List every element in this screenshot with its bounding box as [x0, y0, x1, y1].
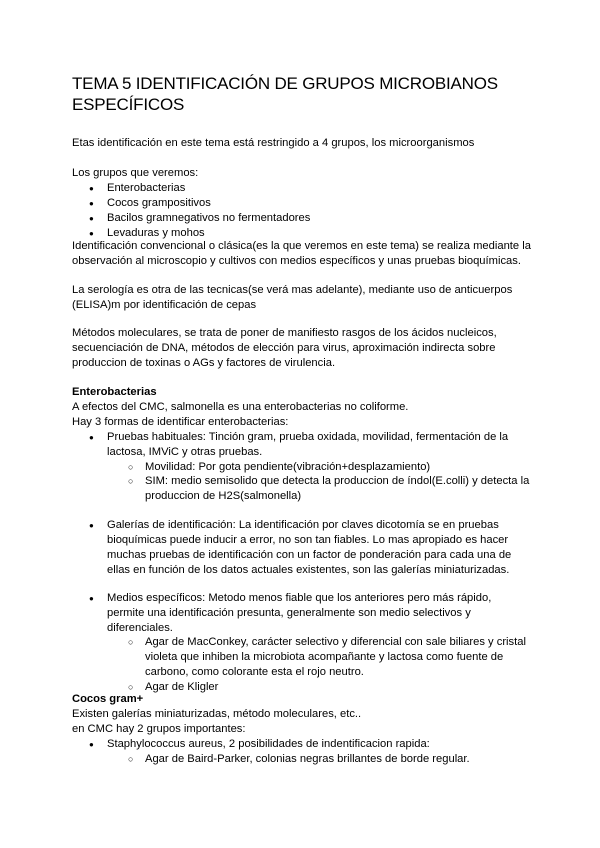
groups-heading: Los grupos que veremos: — [72, 167, 199, 179]
conventional-line: Identificación convencional o clásica(es la que veremos en este tema) se realiza mediante la — [72, 240, 531, 252]
molecular-line: Métodos moleculares, se trata de poner de manifiesto rasgos de los ácidos nucleicos, — [72, 327, 497, 339]
entero-bullet-medios: ● Medios específicos: Metodo menos fiable que los anteriores pero más rápido, — [107, 591, 491, 606]
section-heading-enterobacterias: Enterobacterias — [72, 386, 157, 398]
entero-sub-macconkey-cont: violeta que inhiben la microbiota acompañante y lactosa como fuente de — [145, 651, 504, 663]
entero-bullet-medios-cont: permite una identificación presunta, generalmente son medio selectivos y — [107, 607, 471, 619]
entero-sub-sim-cont: produccion de H2S(salmonella) — [145, 490, 302, 502]
entero-bullet-galerias-cont: bioquímicas puede inducir a error, no son tan fiables. Lo mas apropiado es hacer — [107, 534, 509, 546]
entero-line: A efectos del CMC, salmonella es una enterobacterias no coliforme. — [72, 401, 409, 413]
serology-line: (ELISA)m por identificación de cepas — [72, 299, 257, 311]
group-item: ● Bacilos gramnegativos no fermentadores — [107, 211, 310, 226]
entero-sub-kligler: ○ Agar de Kligler — [145, 680, 218, 695]
cocos-line: en CMC hay 2 grupos importantes: — [72, 723, 246, 735]
group-item: ● Levaduras y mohos — [107, 226, 205, 241]
entero-bullet-galerias-cont: muchas pruebas de identificación con un factor de ponderación para cada una de — [107, 549, 512, 561]
entero-sub-movilidad: ○ Movilidad: Por gota pendiente(vibración+desplazamiento) — [145, 460, 430, 475]
cocos-bullet-staphylococcus: ● Staphylococcus aureus, 2 posibilidades de indentificacion rapida: — [107, 737, 430, 752]
entero-bullet-pruebas: ● Pruebas habituales: Tinción gram, prueba oxidada, movilidad, fermentación de la — [107, 430, 508, 445]
page-title: TEMA 5 IDENTIFICACIÓN DE GRUPOS MICROBIANOS ESPECÍFICOS — [72, 74, 498, 114]
group-item: ● Cocos grampositivos — [107, 196, 211, 211]
entero-sub-macconkey-cont: carbono, como colorante esta el rojo neutro. — [145, 666, 364, 678]
entero-bullet-galerias-cont: ellas en función de los datos actuales existentes, son las galerías miniaturizadas. — [107, 564, 510, 576]
entero-sub-sim: ○ SIM: medio semisolido que detecta la produccion de índol(E.colli) y detecta la — [145, 474, 529, 489]
molecular-line: secuenciación de DNA, métodos de elección para virus, aproximación indirecta sobre — [72, 342, 496, 354]
molecular-line: produccion de toxinas o AGs y factores de virulencia. — [72, 357, 336, 369]
entero-bullet-pruebas-cont: lactosa, IMViC y otras pruebas. — [107, 446, 263, 458]
cocos-line: Existen galerías miniaturizadas, método moleculares, etc.. — [72, 708, 362, 720]
entero-bullet-galerias: ● Galerías de identificación: La identificación por claves dicotomía se en pruebas — [107, 518, 499, 533]
entero-bullet-medios-cont: diferenciales. — [107, 622, 173, 634]
group-item: ● Enterobacterias — [107, 181, 185, 196]
serology-line: La serología es otra de las tecnicas(se verá mas adelante), mediante uso de anticuerpos — [72, 284, 513, 296]
cocos-sub-baird-parker: ○ Agar de Baird-Parker, colonias negras brillantes de borde regular. — [145, 752, 470, 767]
entero-sub-macconkey: ○ Agar de MacConkey, carácter selectivo y diferencial con sale biliares y cristal — [145, 635, 526, 650]
intro-text: Etas identificación en este tema está restringido a 4 grupos, los microorganismos — [72, 137, 475, 149]
entero-line: Hay 3 formas de identificar enterobacterias: — [72, 416, 289, 428]
section-heading-cocos: Cocos gram+ — [72, 693, 144, 705]
conventional-line: observación al microscopio y cultivos con medios específicos y unas pruebas bioquímicas. — [72, 255, 521, 267]
